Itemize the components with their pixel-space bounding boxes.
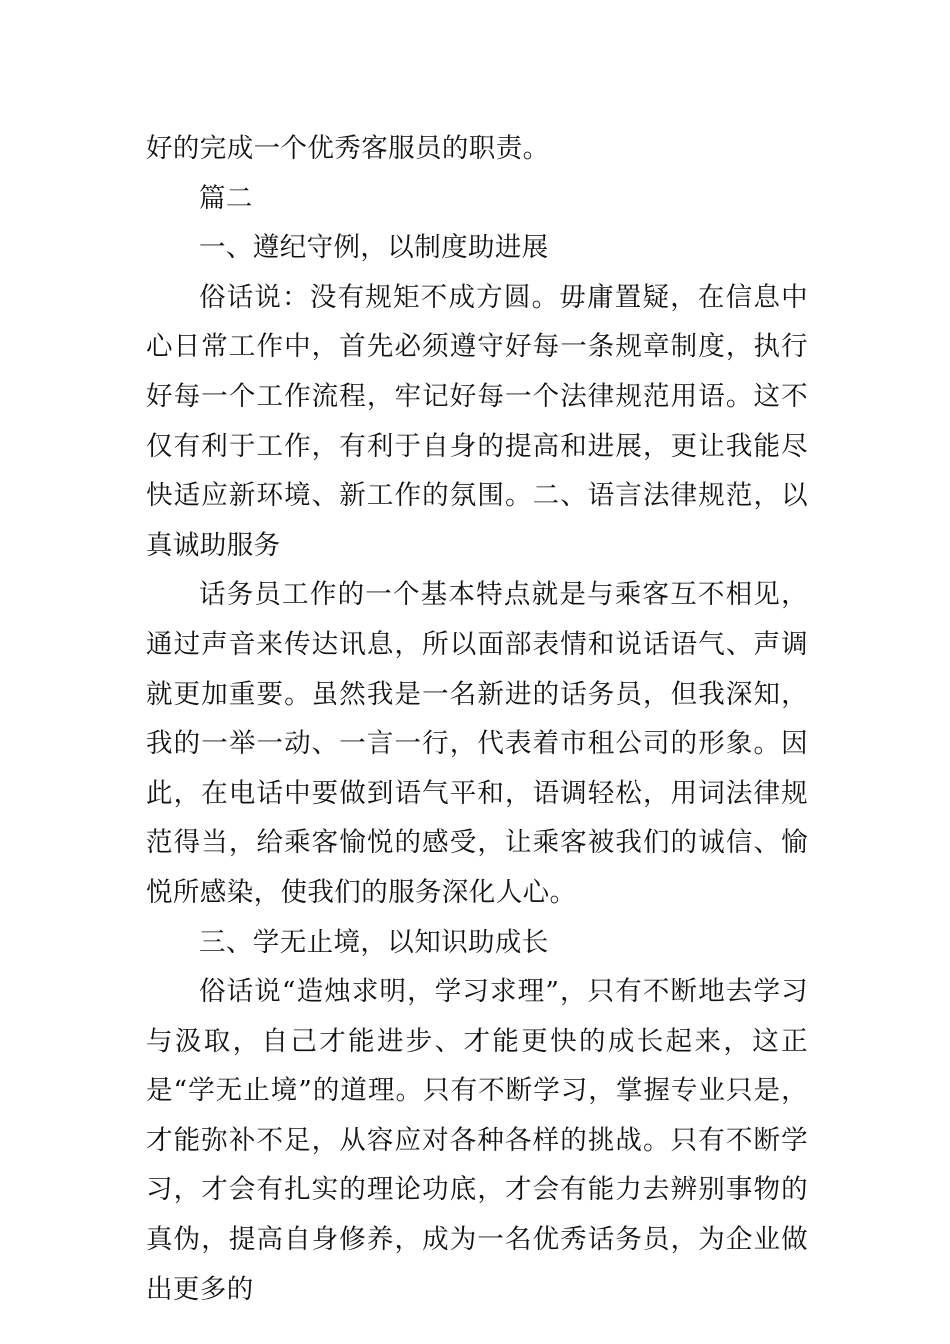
paragraph-operator-work: 话务员工作的一个基本特点就是与乘客互不相见，通过声音来传达讯息，所以面部表情和说话语气、声调就更加重要。虽然我是一名新进的话务员，但我深知，我的一举一动、一言一行，代表着市租公司的形象。因此，在电话中要做到语气平和，语调轻松，用词法律规范得当，给乘客愉悦的感受，让乘客被我们的诚信、愉悦所感染，使我们的服务深化人心。 <box>146 579 808 908</box>
document-body <box>146 124 808 1314</box>
subheading-discipline: 一、遵纪守例，以制度助进展 <box>199 232 549 264</box>
paragraph-rules: 俗话说：没有规矩不成方圆。毋庸置疑，在信息中心日常工作中，首先必须遵守好每一条规章制度，执行好每一个工作流程，牢记好每一个法律规范用语。这不仅有利于工作，有利于自身的提高和进展，更让我能尽快适应新环境、新工作的氛围。二、语言法律规范，以真诚助服务 <box>146 281 808 561</box>
paragraph-continuation: 好的完成一个优秀客服员的职责。 <box>146 133 550 164</box>
paragraph-learning: 俗话说“造烛求明，学习求理”，只有不断地去学习与汲取，自己才能进步、才能更快的成长起来，这正是“学无止境”的道理。只有不断学习，掌握专业只是，才能弥补不足，从容应对各种各样的挑战。只有不断学习，才会有扎实的理论功底，才会有能力去辨别事物的真伪，提高自身修养，成为一名优秀话务员，为企业做出更多的 <box>146 976 808 1305</box>
subheading-learning: 三、学无止境，以知识助成长 <box>199 926 549 958</box>
section-heading-part-two: 篇二 <box>199 182 253 214</box>
